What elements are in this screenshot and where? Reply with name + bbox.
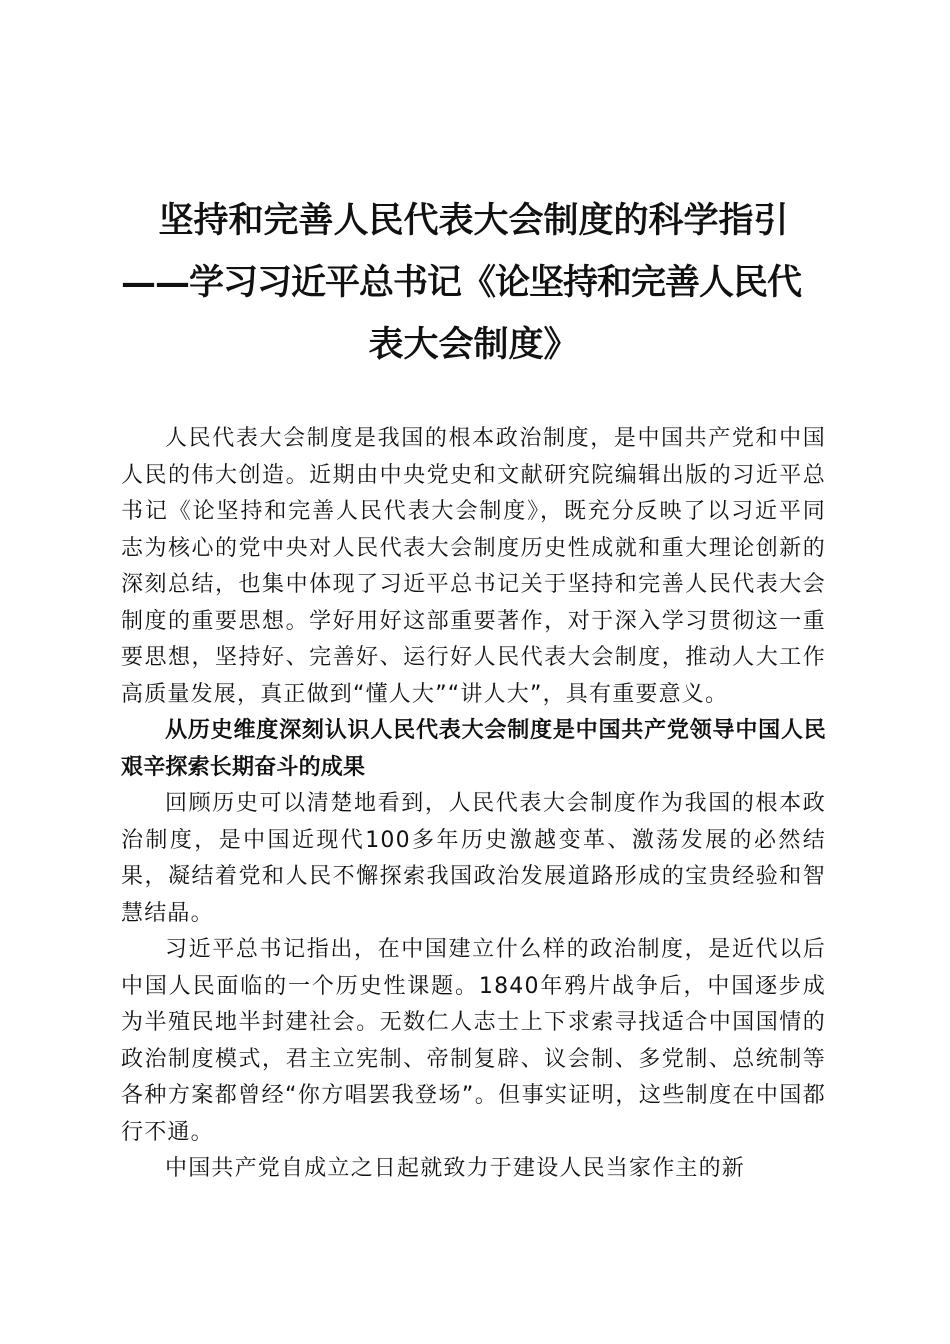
body-paragraph: 习近平总书记指出，在中国建立什么样的政治制度，是近代以后中国人民面临的一个历史性课题。1840年鸦片战争后，中国逐步成为半殖民地半封建社会。无数仁人志士上下求索寻找适合中国国情的政治制度模式，君主立宪制、帝制复辟、议会制、多党制、总统制等各种方案都曾经“你方唱罢我登场”。但事实证明，这些制度在中国都行不通。 xyxy=(121,937,826,1145)
title-line-3: 表大会制度》 xyxy=(368,324,579,365)
document-page xyxy=(121,190,826,1188)
title-line-2: ——学习习近平总书记《论坚持和完善人民代 xyxy=(121,262,802,303)
section-heading: 从历史维度深刻认识人民代表大会制度是中国共产党领导中国人民艰辛探索长期奋斗的成果 xyxy=(121,718,826,780)
body-paragraph: 回顾历史可以清楚地看到，人民代表大会制度作为我国的根本政治制度，是中国近现代100多年历史激越变革、激荡发展的必然结果，凝结着党和人民不懈探索我国政治发展道路形成的宝贵经验和智慧结晶。 xyxy=(121,791,826,926)
title-line-1: 坚持和完善人民代表大会制度的科学指引 xyxy=(158,200,789,241)
document-title xyxy=(121,190,826,376)
body-paragraph: 中国共产党自成立之日起就致力于建设人民当家作主的新 xyxy=(165,1156,746,1181)
document-body xyxy=(121,421,826,1188)
intro-paragraph: 人民代表大会制度是我国的根本政治制度，是中国共产党和中国人民的伟大创造。近期由中央党史和文献研究院编辑出版的习近平总书记《论坚持和完善人民代表大会制度》，既充分反映了以习近平同志为核心的党中央对人民代表大会制度历史性成就和重大理论创新的深刻总结，也集中体现了习近平总书记关于坚持和完善人民代表大会制度的重要思想。学好用好这部重要著作，对于深入学习贯彻这一重要思想，坚持好、完善好、运行好人民代表大会制度，推动人大工作高质量发展，真正做到“懂人大”“讲人大”，具有重要意义。 xyxy=(121,426,826,707)
